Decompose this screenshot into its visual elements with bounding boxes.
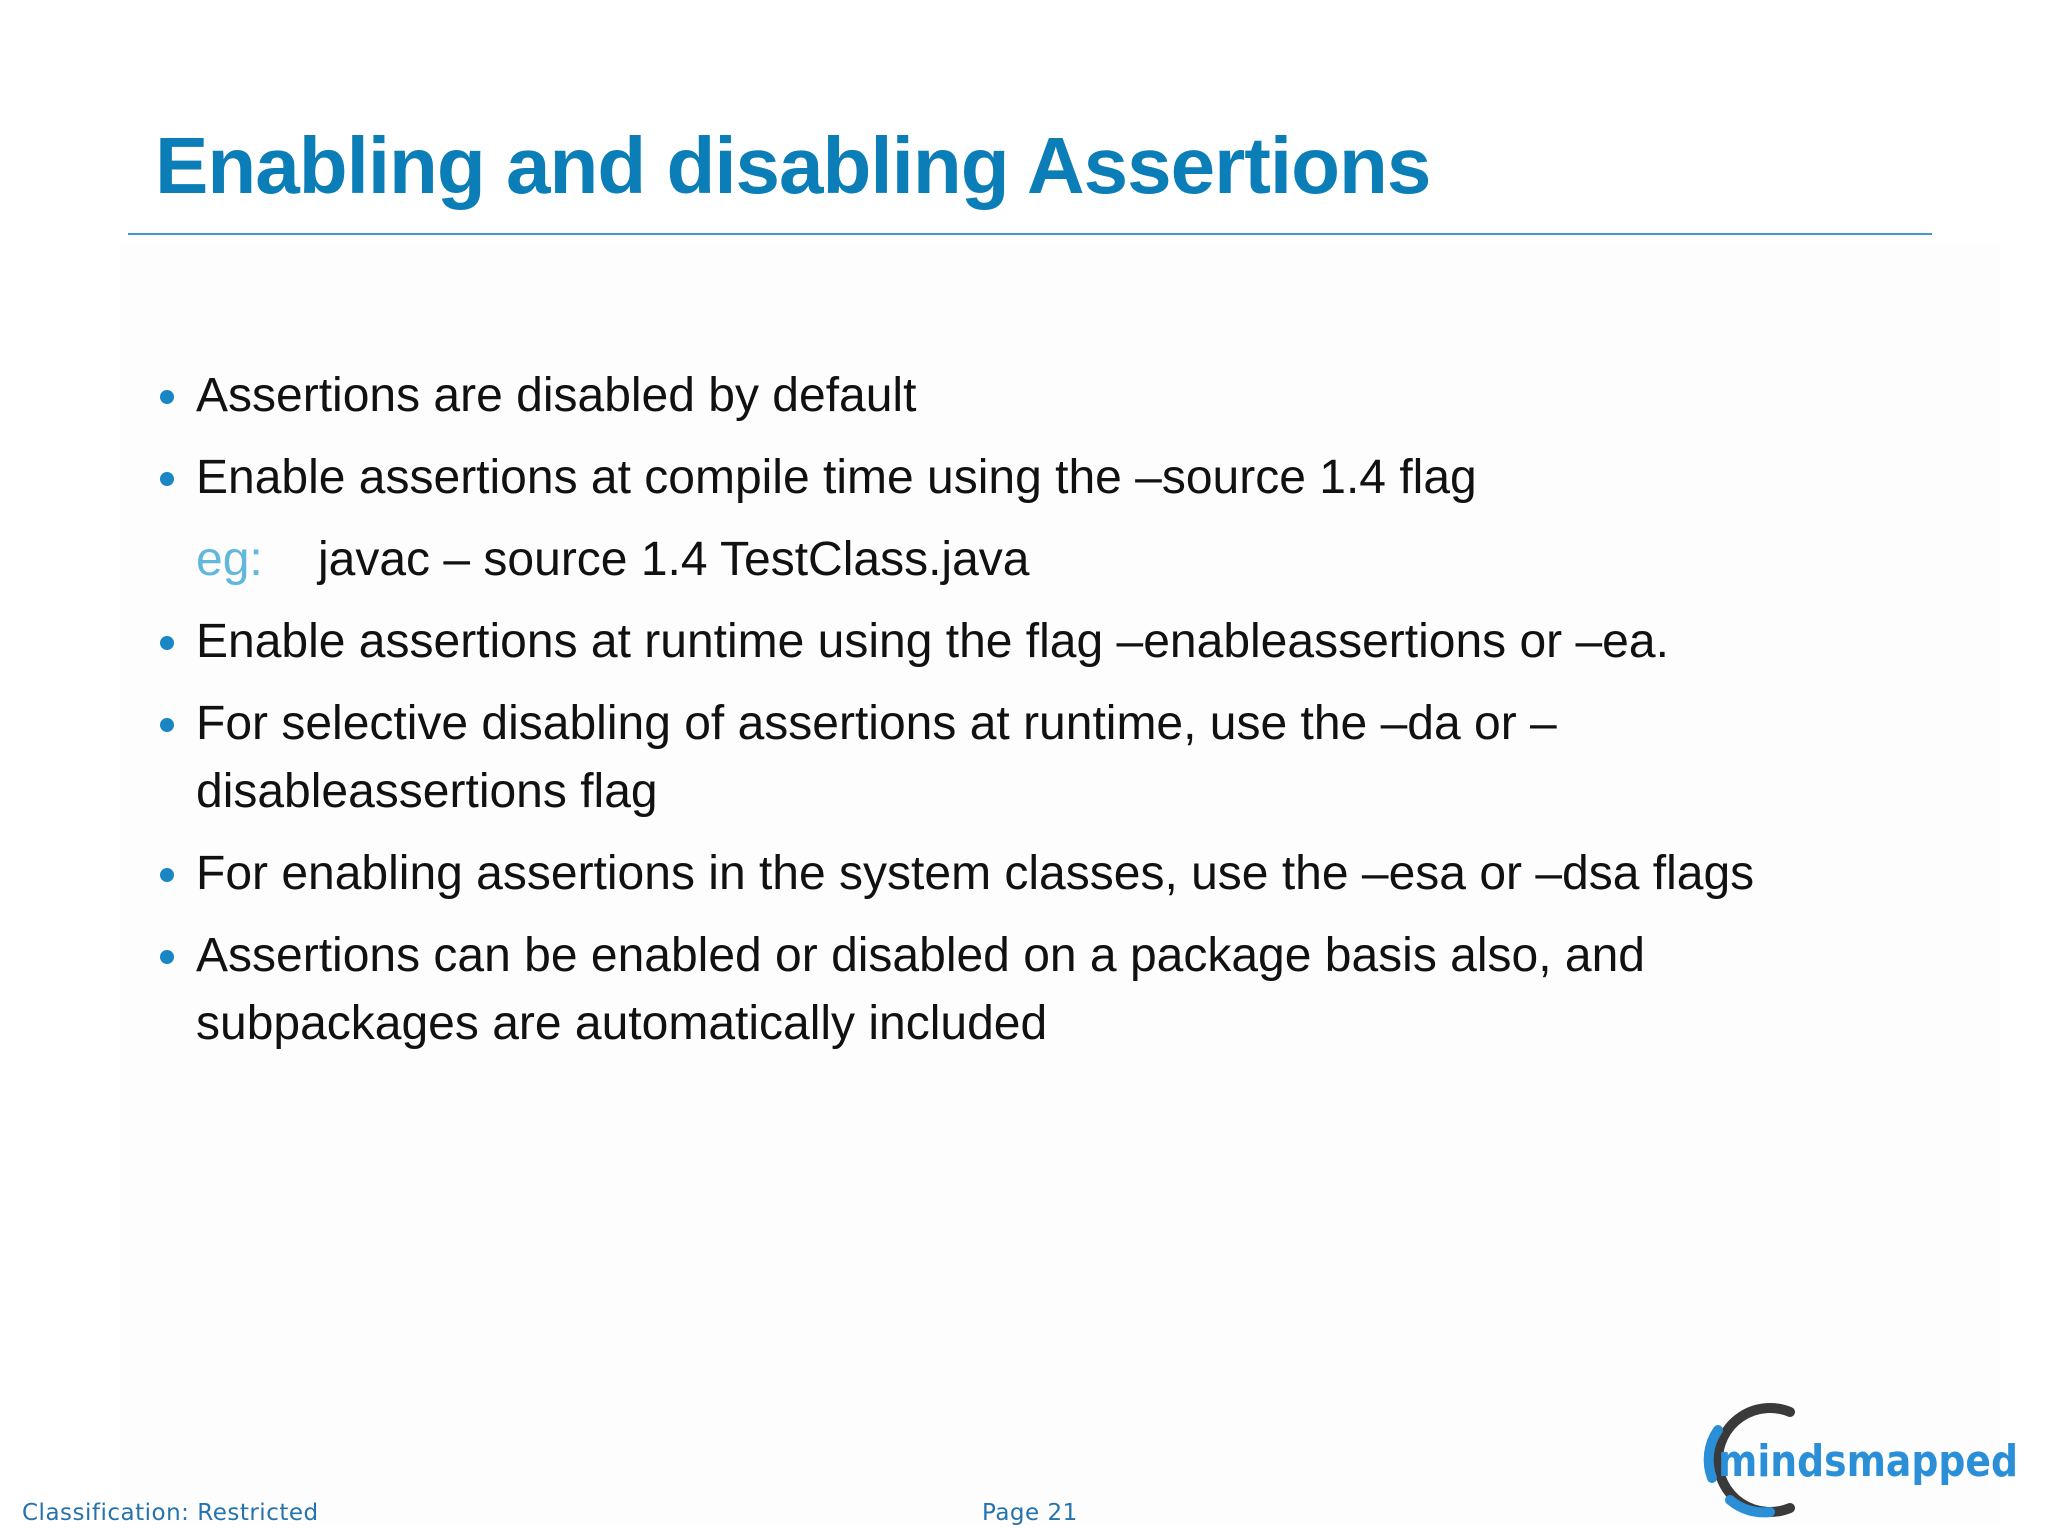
logo-text: mindsmapped xyxy=(1718,1436,2018,1487)
example-code: javac – source 1.4 TestClass.java xyxy=(318,533,1030,586)
page-number: Page 21 xyxy=(982,1500,1078,1526)
bullet-item xyxy=(158,362,1878,430)
bullet-item xyxy=(158,922,1756,1058)
bullet-item xyxy=(158,690,1756,826)
bullet-text: Enable assertions at compile time using the –source 1.4 flag xyxy=(196,451,1477,504)
title-divider xyxy=(128,233,1932,235)
bullet-item xyxy=(158,608,1878,676)
bullet-text: For selective disabling of assertions at runtime, use the –da or –disableassertions flag xyxy=(196,697,1557,818)
bullet-list xyxy=(158,362,1878,1072)
example-line xyxy=(158,526,1878,594)
bullet-item xyxy=(158,444,1878,512)
example-label: eg: xyxy=(196,533,263,586)
bullet-item xyxy=(158,840,1878,908)
bullet-text: Enable assertions at runtime using the flag –enableassertions or –ea. xyxy=(196,615,1669,668)
mindsmapped-logo xyxy=(1690,1400,2030,1520)
slide-title: Enabling and disabling Assertions xyxy=(155,121,1431,210)
bullet-text: For enabling assertions in the system classes, use the –esa or –dsa flags xyxy=(196,847,1755,900)
classification-label: Classification: Restricted xyxy=(22,1500,319,1526)
bullet-text: Assertions are disabled by default xyxy=(196,369,917,422)
bullet-text: Assertions can be enabled or disabled on a package basis also, and subpackages are automatically included xyxy=(196,929,1645,1050)
